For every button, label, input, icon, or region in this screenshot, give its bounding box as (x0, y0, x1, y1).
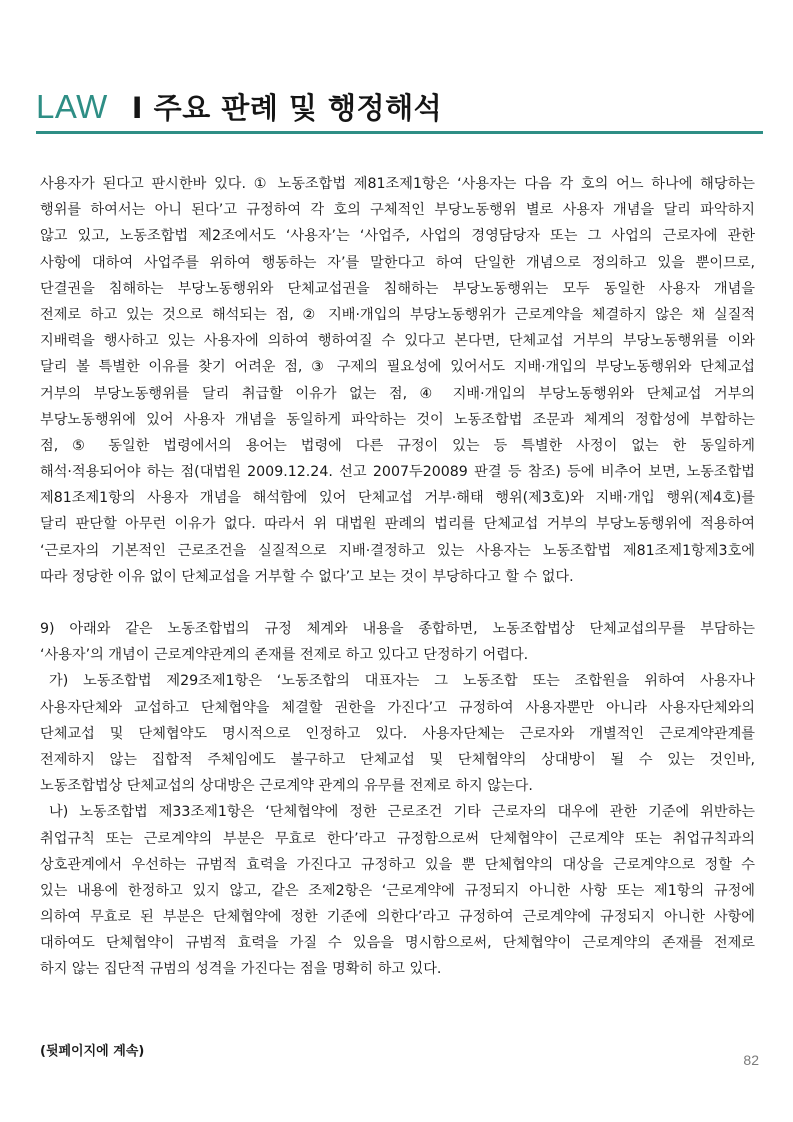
text-line: 달리 판단할 아무런 이유가 없다. 따라서 위 대법원 판례의 법리를 단체교섭 거부의 부당노동행위에 적용하여 (40, 516, 755, 533)
text-line: 노동조합법상 단체교섭의 상대방은 근로계약 관계의 유무를 전제로 하지 않는다. (40, 778, 533, 795)
text-line: ‘근로자의 기본적인 근로조건을 실질적으로 지배·결정하고 있는 사용자는 노동조합법 제81조제1항제3호에 (40, 542, 755, 559)
page-header (36, 86, 442, 127)
text-line: 나) 노동조합법 제33조제1항은 ‘단체협약에 정한 근로조건 기타 근로자의 대우에 관한 기준에 위반하는 (49, 804, 755, 821)
text-line: 단결권을 침해하는 부당노동행위와 단체교섭권을 침해하는 부당노동행위는 모두 동일한 사용자 개념을 (40, 280, 755, 297)
text-line: 있는 내용에 한정하고 있지 않고, 같은 조제2항은 ‘근로계약에 규정되지 아니한 사항 또는 제1항의 규정에 (40, 882, 755, 899)
text-line: 부당노동행위에 있어 사용자 개념을 동일하게 파악하는 것이 노동조합법 조문과 체계의 정합성에 부합하는 (40, 411, 755, 428)
text-line: 사용자단체와 교섭하고 단체협약을 체결할 권한을 가진다’고 규정하여 사용자뿐만 아니라 사용자단체와의 (40, 699, 755, 716)
text-line: 취업규칙 또는 근로계약의 부분은 무효로 한다’라고 규정함으로써 단체협약이 근로계약 또는 취업규칙과의 (40, 830, 755, 847)
text-line: 단체교섭 및 단체협약도 명시적으로 인정하고 있다. 사용자단체는 근로자와 개별적인 근로계약관계를 (40, 725, 755, 742)
text-line: 거부의 부당노동행위를 달리 취급할 이유가 없는 점, ④ 지배·개입의 부당노동행위와 단체교섭 거부의 (40, 385, 755, 402)
continued-note: (뒷페이지에 계속) (40, 1044, 145, 1059)
text-line: 점, ⑤ 동일한 법령에서의 용어는 법령에 다른 규정이 있는 등 특별한 사정이 없는 한 동일하게 (40, 437, 755, 454)
text-line: 행위를 하여서는 아니 된다’고 규정하여 각 호의 구체적인 부당노동행위 별로 사용자 개념을 달리 파악하지 (40, 202, 755, 219)
text-line: 대하여도 단체협약이 규범적 효력을 가질 수 있음을 명시함으로써, 단체협약이 근로계약의 존재를 전제로 (40, 935, 755, 952)
text-line: 사항에 대하여 사업주를 위하여 행동하는 자’를 말한다고 하여 단일한 개념으로 정의하고 있을 뿐이므로, (40, 254, 755, 271)
page-title: I 주요 판례 및 행정해석 (131, 91, 443, 125)
text-line: 가) 노동조합법 제29조제1항은 ‘노동조합의 대표자는 그 노동조합 또는 조합원을 위하여 사용자나 (49, 673, 755, 690)
text-line: 9) 아래와 같은 노동조합법의 규정 체계와 내용을 종합하면, 노동조합법상 단체교섭의무를 부담하는 (40, 621, 755, 637)
text-line: ‘사용자’의 개념이 근로계약관계의 존재를 전제로 하고 있다고 단정하기 어렵다. (40, 647, 529, 664)
header-divider (36, 131, 763, 134)
paragraph-4 (40, 799, 755, 982)
paragraph-2 (40, 616, 755, 668)
paragraph-1 (40, 171, 755, 590)
text-line: 상호관계에서 우선하는 규범적 효력을 가진다고 규정하고 있을 뿐 단체협약의 대상을 근로계약으로 정할 수 (40, 856, 755, 873)
text-line: 전제로 하고 있는 것으로 해석되는 점, ② 지배·개입의 부당노동행위가 근로계약을 체결하지 않은 채 실질적 (40, 306, 755, 323)
text-line: 의하여 무효로 된 부분은 단체협약에 정한 기준에 의한다’라고 규정하여 근로계약에 규정되지 아니한 사항에 (40, 909, 755, 926)
text-line: 지배력을 행사하고 있는 사용자에 의하여 행하여질 수 있다고 본다면, 단체교섭 거부의 부당노동행위를 이와 (40, 333, 755, 350)
document-body (40, 171, 755, 983)
text-line: 하지 않는 집단적 규범의 성격을 가진다는 점을 명확히 하고 있다. (40, 961, 442, 978)
text-line: 사용자가 된다고 판시한바 있다. ① 노동조합법 제81조제1항은 ‘사용자는 다음 각 호의 어느 하나에 해당하는 (40, 176, 755, 192)
text-line: 않고 있고, 노동조합법 제2조에서도 ‘사용자’는 ‘사업주, 사업의 경영담당자 또는 그 사업의 근로자에 관한 (40, 228, 755, 245)
text-line: 제81조제1항의 사용자 개념을 해석함에 있어 단체교섭 거부·해태 행위(제3호)와 지배·개입 행위(제4호)를 (40, 490, 755, 507)
text-line: 해석·적용되어야 하는 점(대법원 2009.12.24. 선고 2007두20089 판결 등 참조) 등에 비추어 보면, 노동조합법 (40, 464, 755, 481)
text-line: 따라 정당한 이유 없이 단체교섭을 거부할 수 없다’고 보는 것이 부당하다고 할 수 없다. (40, 568, 574, 585)
page-number: 82 (743, 1052, 759, 1068)
section-label: LAW (36, 88, 108, 125)
paragraph-3 (40, 668, 755, 799)
text-line: 달리 볼 특별한 이유를 찾기 어려운 점, ③ 구제의 필요성에 있어서도 지배·개입의 부당노동행위와 단체교섭 (40, 359, 755, 376)
text-line: 전제하지 않는 집합적 주체임에도 불구하고 단체교섭 및 단체협약의 상대방이 될 수 있는 것인바, (40, 751, 755, 768)
paragraph-spacer (40, 590, 755, 616)
